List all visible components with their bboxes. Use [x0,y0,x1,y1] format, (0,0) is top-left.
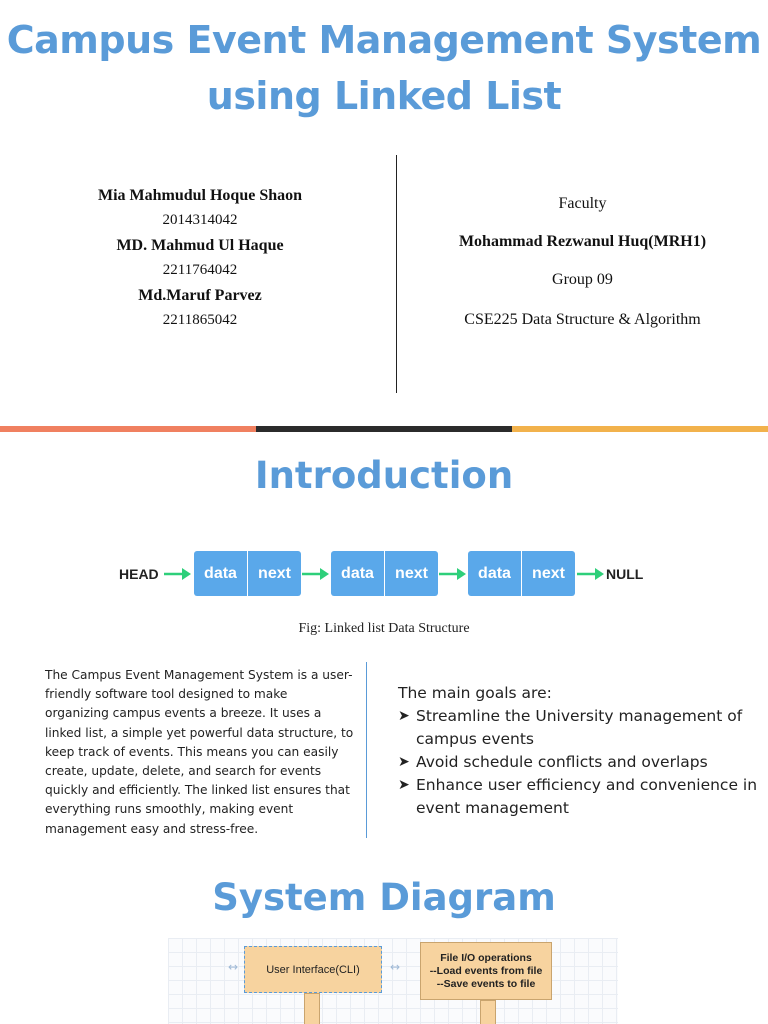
color-segment [256,426,512,432]
title-line-2: using Linked List [206,74,562,118]
file-io-line: File I/O operations [440,951,532,964]
linked-list-node [331,551,438,596]
connector-mark-icon: ↔ [390,960,401,974]
list-item [398,774,760,820]
course-name: CSE225 Data Structure & Algorithm [464,311,701,328]
node-data-cell: data [194,551,248,596]
file-io-box [420,942,552,1000]
title-line-1: Campus Event Management System [6,18,762,62]
arrow-bullet-icon: ➤ [398,754,410,770]
author-id: 2014314042 [162,212,238,228]
page-title [0,12,768,124]
intro-paragraph: The Campus Event Management System is a user-friendly software tool designed to make organizing campus events a breeze. It uses a linked list, a simple yet powerful data structure, to keep track of events. This means you can easily create, update, delete, and search for events quickly and efficiently. The linked list ensures that everything runs smoothly, making event management easy and stress-free. [45,668,354,836]
arrow-icon [439,567,467,581]
intro-divider [366,662,367,838]
node-next-cell: next [258,564,291,582]
authors-block [40,183,360,333]
arrow-bullet-icon: ➤ [398,777,410,793]
goal-text: Enhance user efficiency and convenience in event management [416,776,758,817]
group-number: Group 09 [552,271,613,288]
system-diagram [168,938,618,1024]
diagram-connector [480,1000,496,1024]
linked-list-node [194,551,301,596]
connector-mark-icon: ↔ [228,960,239,974]
arrow-icon [577,567,605,581]
arrow-bullet-icon: ➤ [398,708,410,724]
head-label: HEAD [119,566,159,582]
goals-block [398,682,760,820]
file-io-line: --Load events from file [429,964,543,977]
file-io-line: --Save events to file [436,977,536,990]
node-next-cell: next [395,564,428,582]
node-data-cell: data [331,551,385,596]
linked-list-node [468,551,575,596]
introduction-heading: Introduction [254,454,514,497]
faculty-name: Mohammad Rezwanul Huq(MRH1) [458,233,707,250]
color-segment [0,426,256,432]
author-name: Md.Maruf Parvez [138,287,262,304]
arrow-icon [164,567,192,581]
faculty-label: Faculty [558,195,607,212]
arrow-icon [302,567,330,581]
user-interface-box [244,946,382,993]
user-interface-label: User Interface(CLI) [266,963,360,976]
color-divider-bar [0,426,768,432]
author-id: 2211865042 [162,312,238,328]
node-data-cell: data [468,551,522,596]
author-name: Mia Mahmudul Hoque Shaon [97,187,303,204]
color-segment [512,426,768,432]
system-diagram-heading: System Diagram [212,876,556,919]
null-label: NULL [606,566,644,582]
node-next-cell: next [532,564,565,582]
list-item [398,751,760,774]
goals-list [398,705,760,820]
faculty-block [420,190,745,334]
goals-heading: The main goals are: [398,684,552,702]
goal-text: Streamline the University management of campus events [416,707,743,748]
list-item [398,705,760,751]
header-divider [396,155,397,393]
author-id: 2211764042 [162,262,238,278]
figure-caption: Fig: Linked list Data Structure [298,621,470,636]
goal-text: Avoid schedule conflicts and overlaps [416,753,708,771]
diagram-connector [304,993,320,1024]
author-name: MD. Mahmud Ul Haque [116,237,284,254]
